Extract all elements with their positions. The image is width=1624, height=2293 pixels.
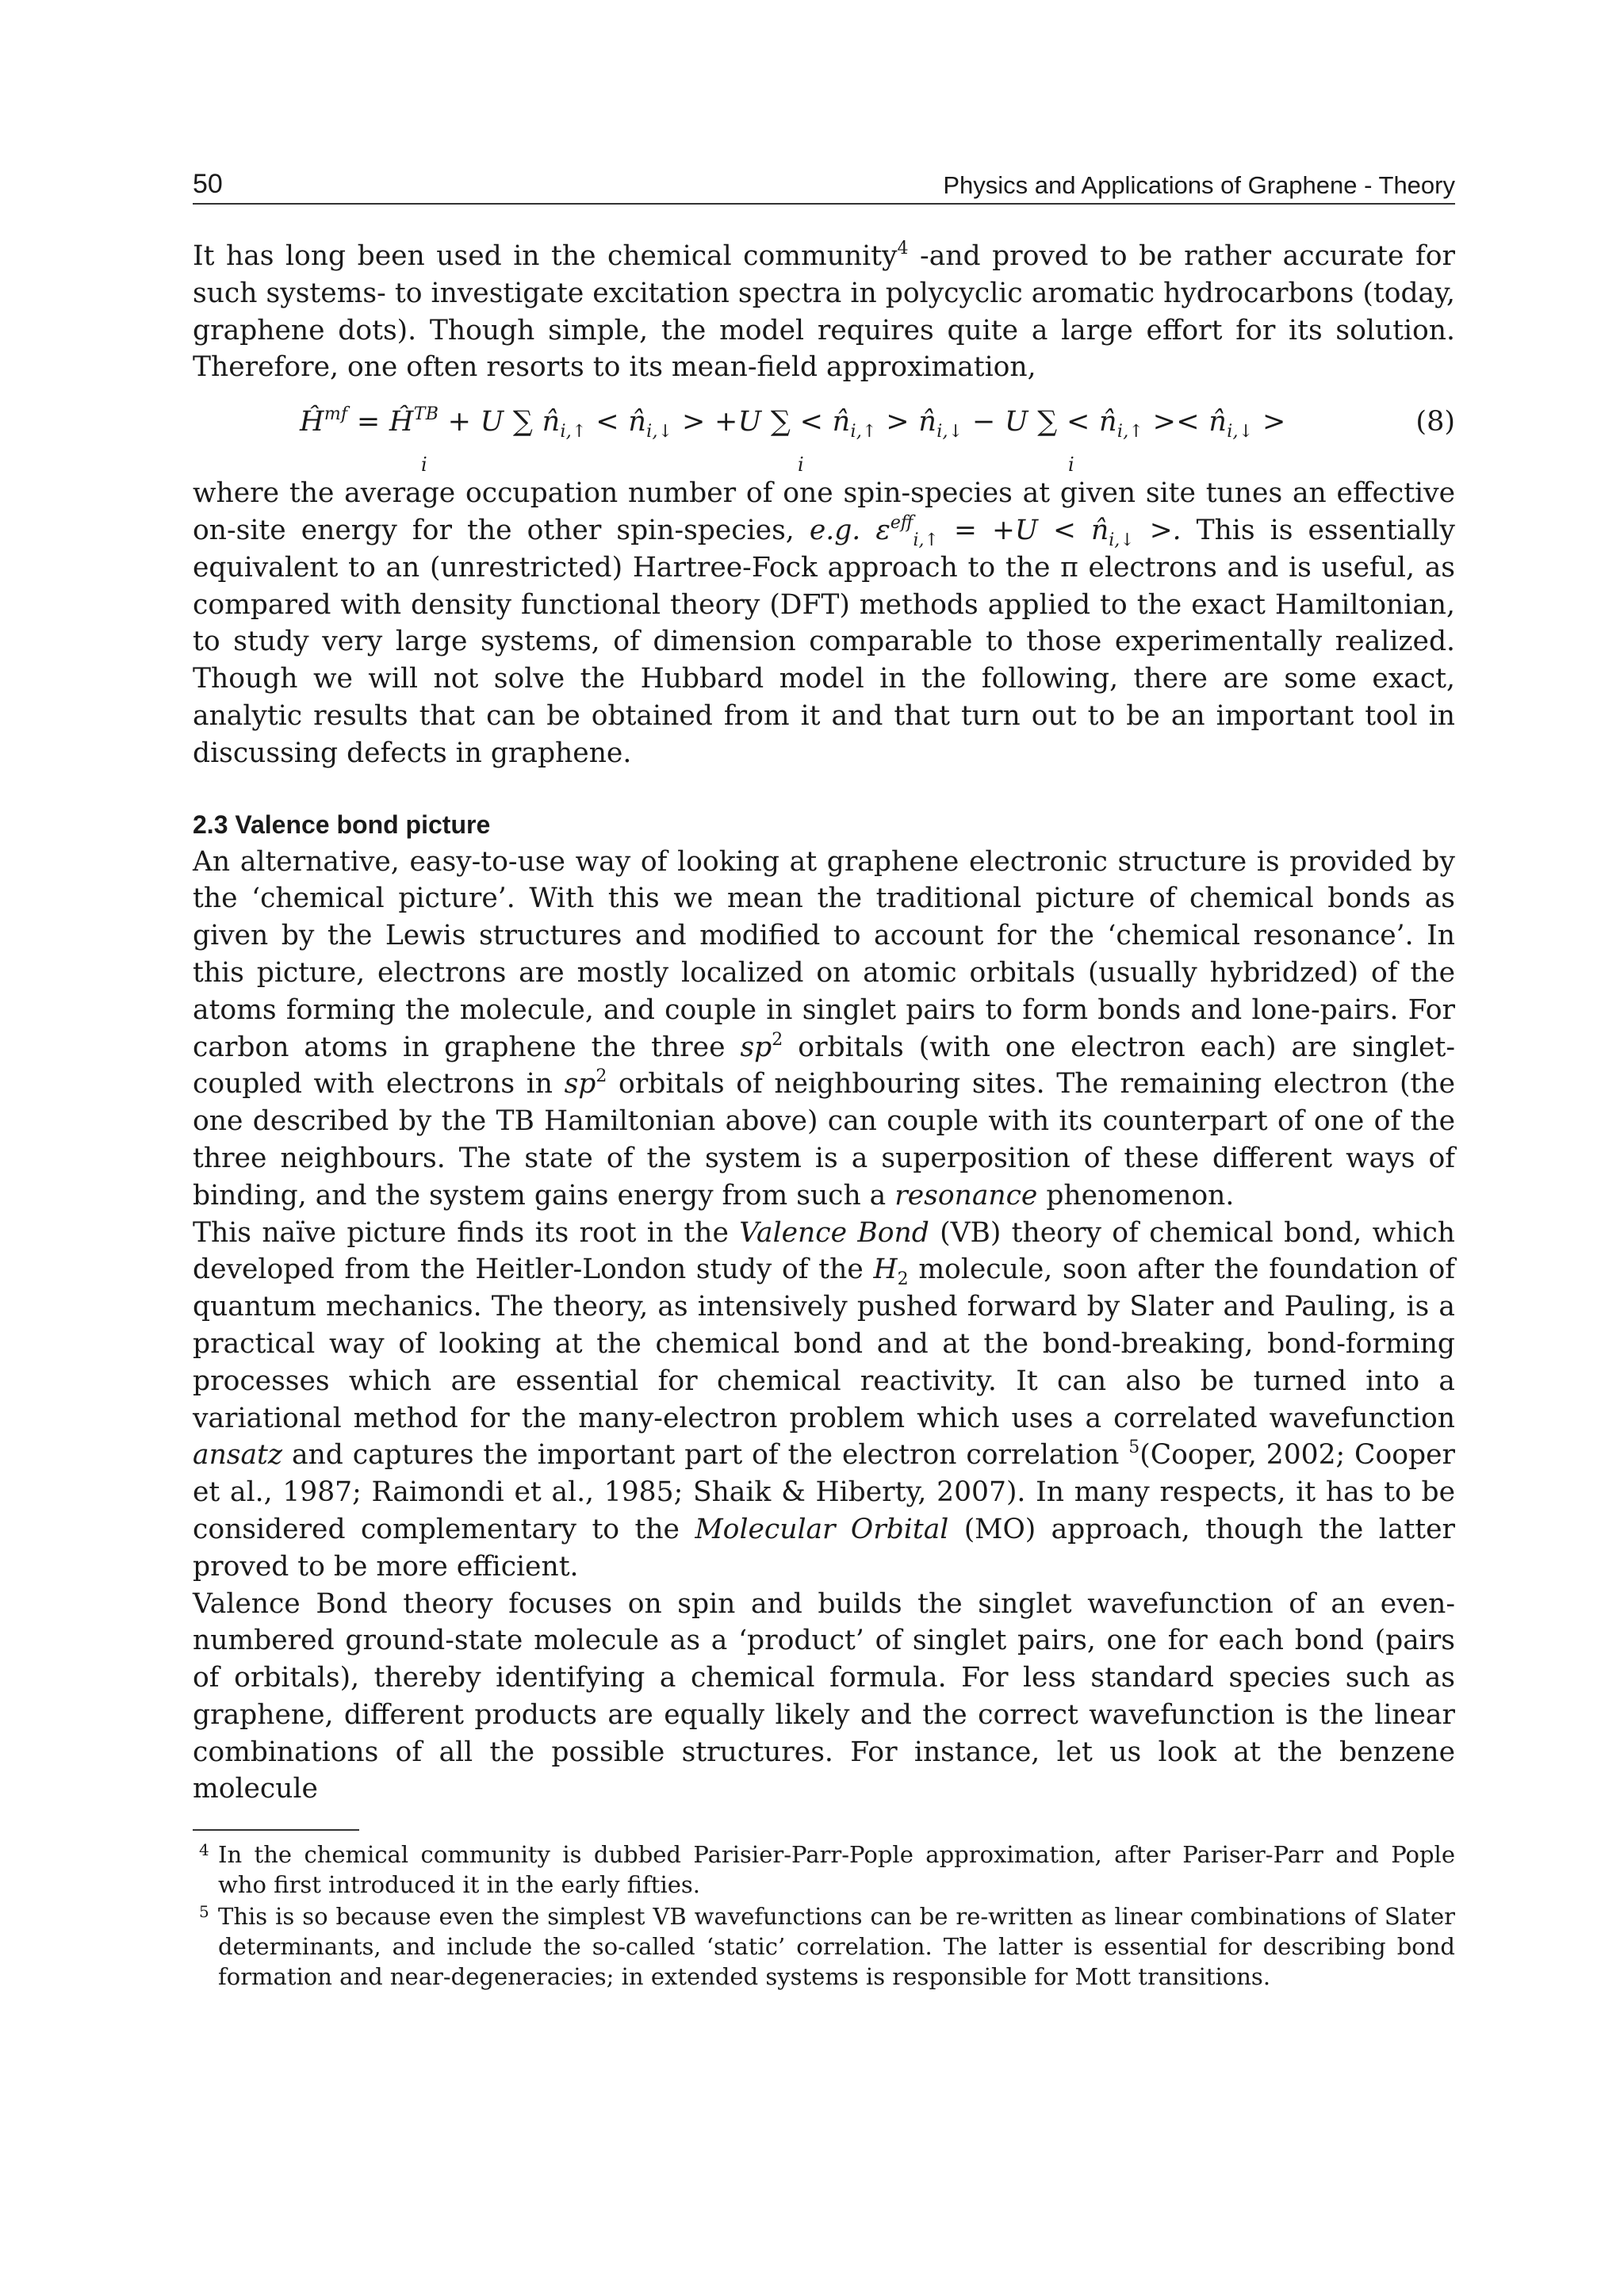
- text-span: phenomenon.: [1037, 1179, 1235, 1212]
- paragraph: [193, 475, 1455, 771]
- superscript: 2: [596, 1066, 607, 1087]
- italic-text: H: [873, 1254, 898, 1286]
- italic-text: ansatz: [193, 1439, 283, 1472]
- text-span: It has long been used in the chemical community: [193, 240, 898, 272]
- equation-expression: $Ĥ^{mf}$ = $Ĥ^{TB} + U$ ∑ $n̂_{i,↑}$ < $n̂_{i,↓} > +U$ ∑ < $n̂_{i,↑}$ > $n̂_{i,↓} - U$ ∑ < $n̂_{i,↑}$ >< $n̂_{i,↓}$ >: [300, 404, 1286, 442]
- text-span: -and proved to be rather accurate for such systems- to investigate excitation spectra in polycyclic aromatic hydrocarbons (today, graphene dots). Though simple, the model requires quite a large effort for its solution. Therefore, one often resorts to its mean-field approximation,: [193, 240, 1456, 384]
- paragraph: [193, 238, 1455, 386]
- footnote-rule: [193, 1829, 359, 1831]
- page-number: 50: [193, 169, 223, 199]
- footnote-mark: 4: [199, 1840, 209, 1859]
- text-span: This naïve picture finds its root in the: [193, 1216, 740, 1249]
- text-span: This is essentially equivalent to an (unrestricted) Hartree-Fock approach to the π electrons and is useful, as compared with density functional theory (DFT) methods applied to the exact Hamiltonian, to study very large systems, of dimension comparable to those experimentally realized. Though we will not solve the Hubbard model in the following, there are some exact, analytic results that can be obtained from it and that turn out to be an important tool in discussing defects in graphene.: [193, 514, 1455, 769]
- footnote-text: In the chemical community is dubbed Parisier-Parr-Pople approximation, after Pariser-Parr and Pople who first introduced it in the early fifties.: [218, 1841, 1455, 1898]
- footnote-mark: 5: [199, 1902, 209, 1921]
- italic-text: Molecular Orbital: [695, 1513, 949, 1545]
- section-heading: 2.3 Valence bond picture: [193, 810, 491, 839]
- footnote: [193, 1839, 1455, 1900]
- text-span: (MO) approach, though the latter proved to be more efficient.: [193, 1513, 1455, 1583]
- sum-index: i: [1068, 454, 1074, 477]
- paragraph: [193, 844, 1455, 1215]
- footnote-text: This is so because even the simplest VB wavefunctions can be re-written as linear combinations of Slater determinants, and include the so-called ‘static’ correlation. The latter is essential for describing bond formation and near-degeneracies; in extended systems is responsible for Mott transitions.: [218, 1903, 1455, 1990]
- text-span: molecule, soon after the foundation of quantum mechanics. The theory, as intensively pushed forward by Slater and Pauling, is a practical way of looking at the chemical bond and at the bond-breaking, bond-forming processes which are essential for chemical reactivity. It can also be turned into a variational method for the many-electron problem which uses a correlated wavefunction: [193, 1254, 1455, 1434]
- sum-index: i: [421, 454, 427, 477]
- superscript: 2: [772, 1029, 783, 1050]
- italic-text: sp: [564, 1068, 596, 1101]
- inline-formula: $\varepsilon^{eff}_{i,↑} = +U$ < $n̂_{i,↓}$ >.: [875, 512, 1182, 550]
- text-span: (VB) theory of chemical bond, which developed from the Heitler-London study of the: [193, 1216, 1455, 1286]
- equation-number: (8): [1415, 406, 1455, 438]
- page-header: [193, 165, 1455, 205]
- footnotes: [193, 1839, 1455, 1993]
- footnote-ref: 5: [1128, 1437, 1140, 1458]
- running-title: Physics and Applications of Graphene - Theory: [943, 171, 1455, 199]
- text-span: orbitals (with one electron each) are singlet-coupled with electrons in: [193, 1031, 1455, 1101]
- paragraph: [193, 1215, 1455, 1586]
- paragraph: Valence Bond theory focuses on spin and builds the singlet wavefunction of an even-numbered ground-state molecule as a ‘product’ of singlet pairs, one for each bond (pairs of orbitals), thereby identifying a chemical formula. For less standard species such as graphene, different products are equally likely and the correct wavefunction is the linear combinations of all the possible structures. For instance, let us look at the benzene molecule: [193, 1587, 1455, 1805]
- italic-text: resonance: [894, 1179, 1038, 1212]
- text-span: and captures the important part of the electron correlation: [282, 1439, 1129, 1472]
- equation-8: [193, 392, 1455, 477]
- italic-text: e.g.: [809, 514, 861, 546]
- body-text: [193, 238, 1455, 1808]
- footnote-ref: 4: [897, 239, 909, 258]
- text-span: orbitals of neighbouring sites. The remaining electron (the one described by the TB Hamiltonian above) can couple with its counterpart of one of the three neighbours. The state of the system is a superposition of these different ways of binding, and the system gains energy from such a: [193, 1068, 1455, 1212]
- text-span: where the average occupation number of one spin-species at given site tunes an effective on-site energy for the other spin-species,: [193, 477, 1455, 546]
- sum-index: i: [798, 454, 804, 477]
- italic-text: Valence Bond: [739, 1216, 929, 1249]
- italic-text: sp: [740, 1031, 772, 1063]
- text-span: (Cooper, 2002; Cooper et al., 1987; Raimondi et al., 1985; Shaik & Hiberty, 2007). In many respects, it has to be considered complementary to the: [193, 1439, 1455, 1545]
- subscript: 2: [897, 1269, 909, 1290]
- footnote: [193, 1901, 1455, 1992]
- text-span: An alternative, easy-to-use way of looking at graphene electronic structure is provided by the ‘chemical picture’. With this we mean the traditional picture of chemical bonds as given by the Lewis structures and modified to account for the ‘chemical resonance’. In this picture, electrons are mostly localized on atomic orbitals (usually hybridzed) of the atoms forming the molecule, and couple in singlet pairs to form bonds and lone-pairs. For carbon atoms in graphene the three: [193, 845, 1455, 1063]
